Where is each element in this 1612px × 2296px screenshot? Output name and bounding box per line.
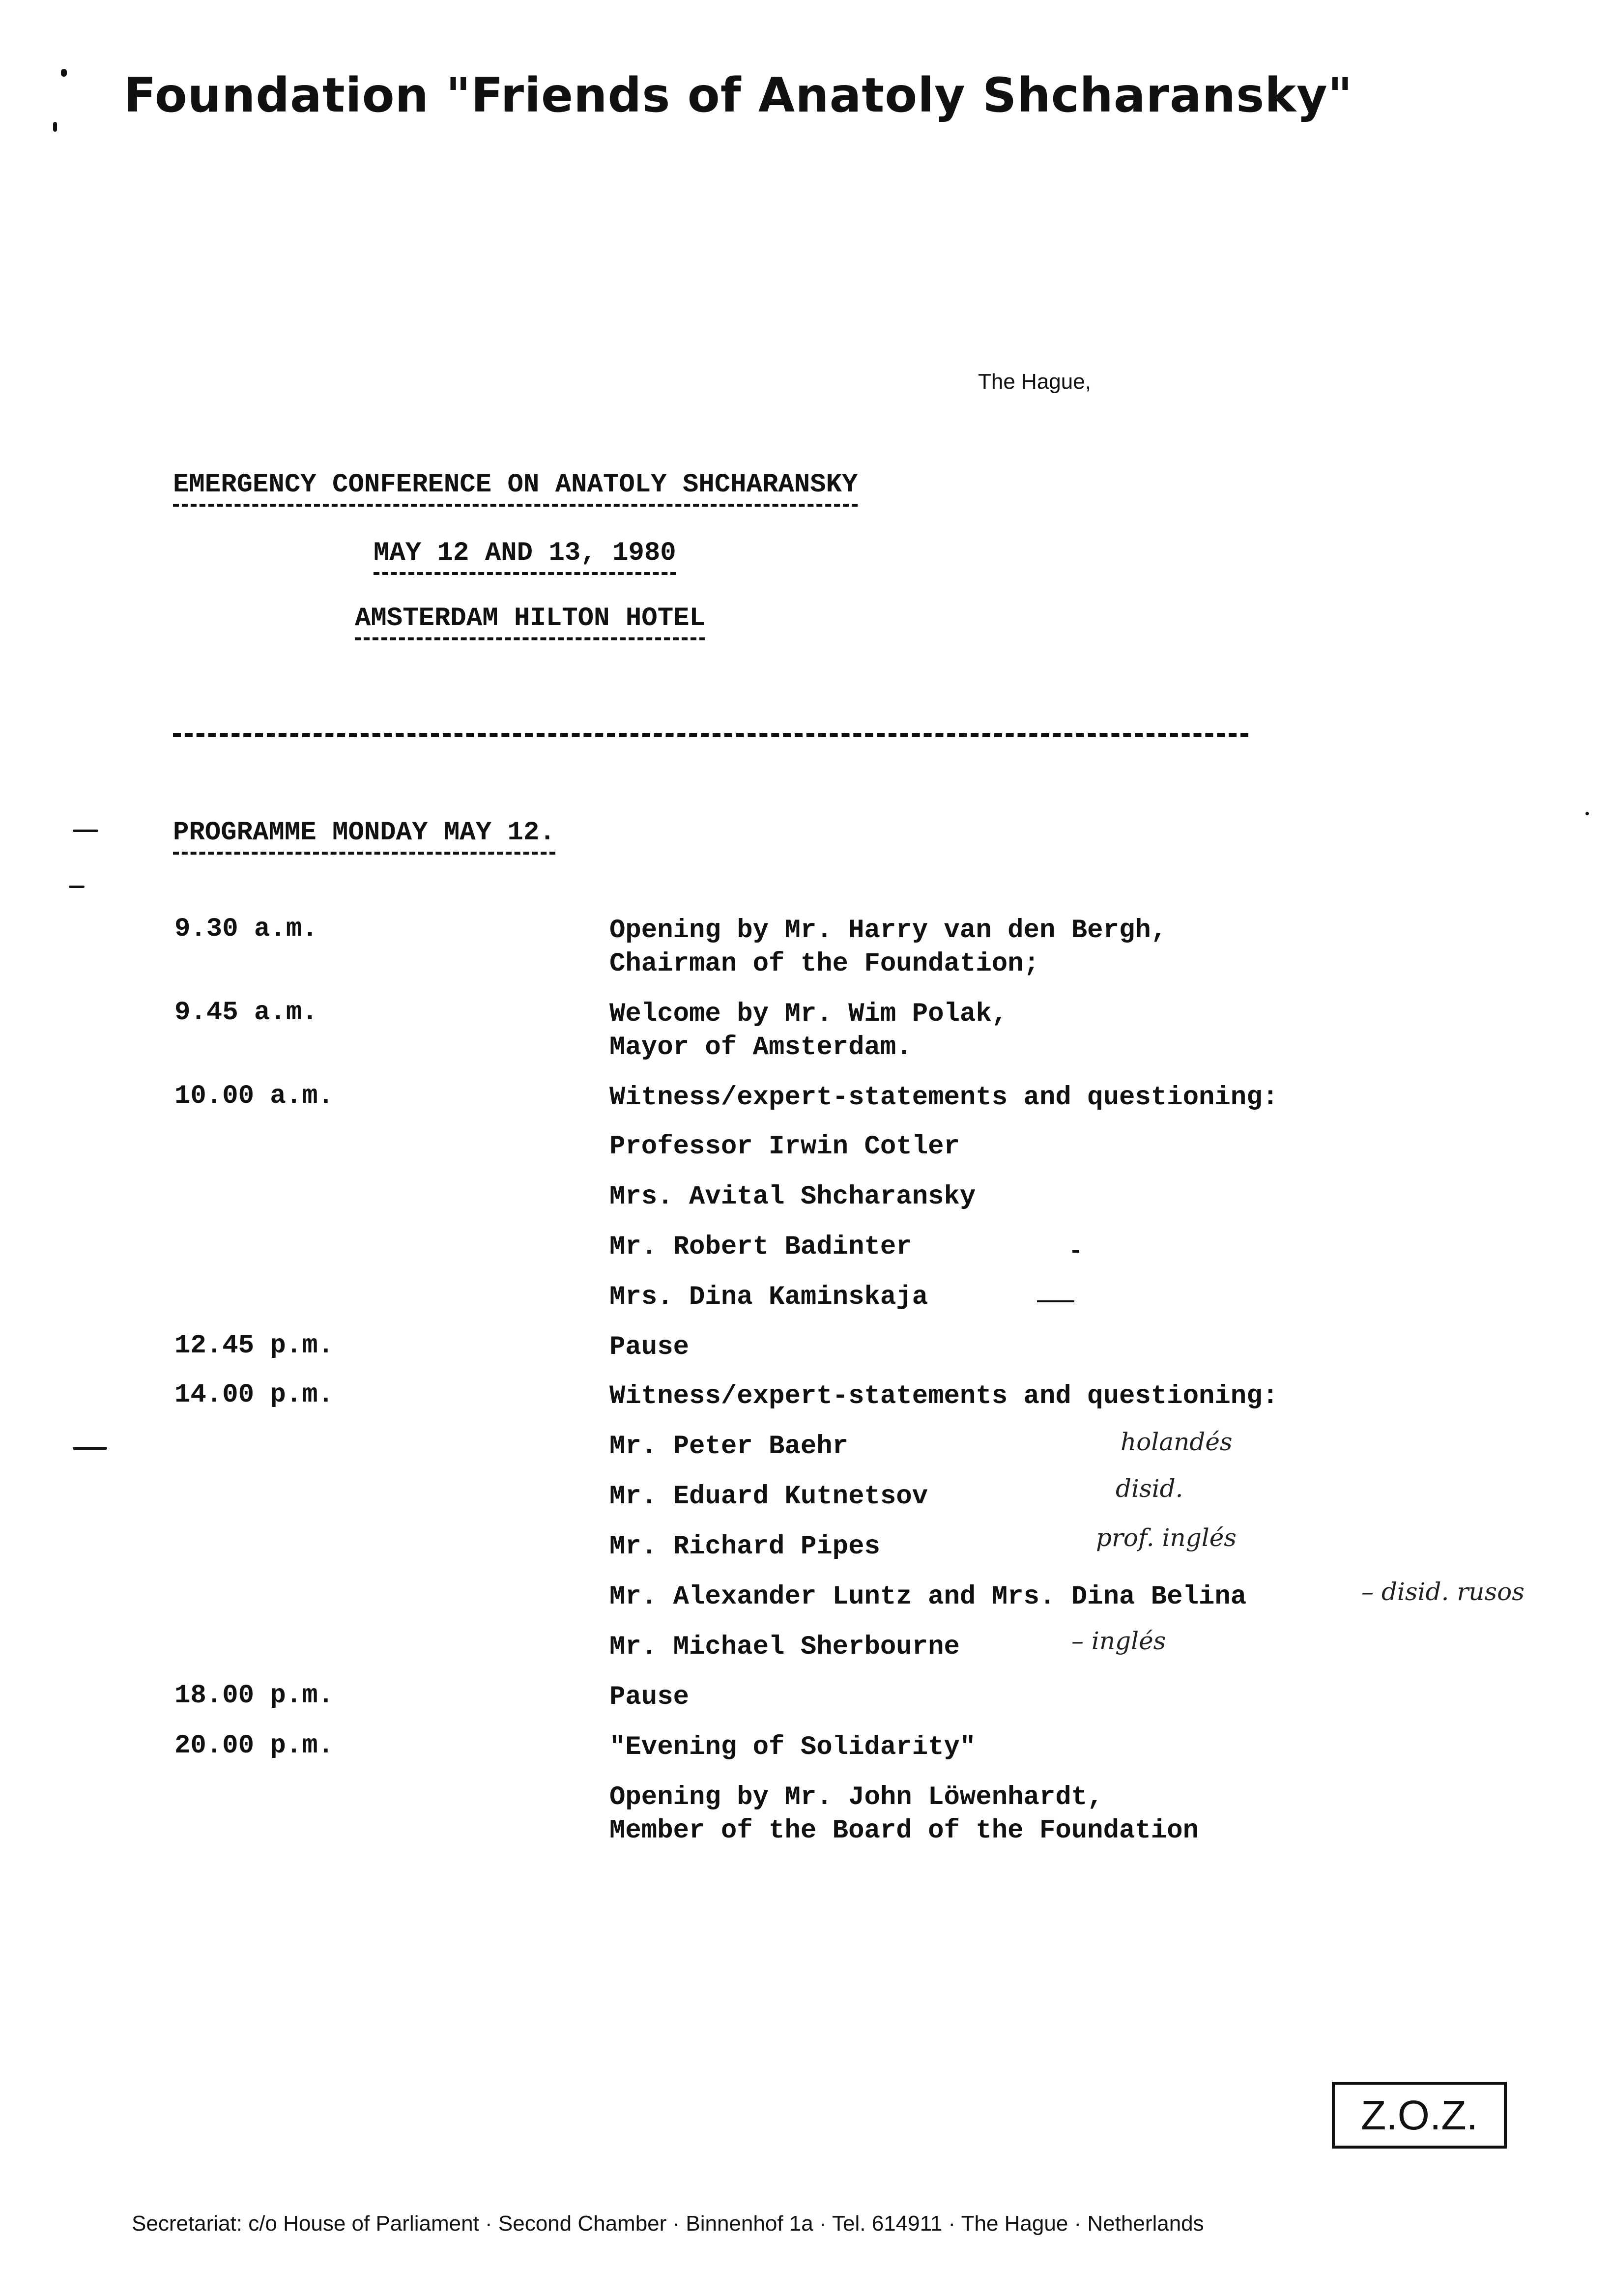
- entry-line: Opening by Mr. John Löwenhardt,: [609, 1782, 1103, 1812]
- handwritten-note: holandés: [1121, 1428, 1233, 1456]
- conference-dates: MAY 12 AND 13, 1980: [374, 538, 676, 575]
- witness-name: Mr. Alexander Luntz and Mrs. Dina Belina: [609, 1582, 1247, 1612]
- place-line: The Hague,: [978, 370, 1091, 394]
- zoz-stamp: Z.O.Z.: [1332, 2082, 1507, 2149]
- pen-dash-mark: [1037, 1300, 1074, 1302]
- margin-mark: [53, 122, 57, 132]
- witness-name: Professor Irwin Cotler: [609, 1132, 960, 1162]
- schedule-time: 20.00 p.m.: [174, 1731, 334, 1761]
- letterhead-title: Foundation "Friends of Anatoly Shcharansky": [124, 68, 1353, 123]
- schedule-time: 10.00 a.m.: [174, 1081, 334, 1111]
- schedule-entry: [609, 914, 1167, 981]
- dashed-divider: [173, 733, 1248, 737]
- schedule-time: 14.00 p.m.: [174, 1380, 334, 1410]
- schedule-entry: Witness/expert-statements and questioning:: [609, 1083, 1279, 1113]
- handwritten-note: disid.: [1116, 1474, 1183, 1503]
- witness-name: Mrs. Avital Shcharansky: [609, 1182, 976, 1212]
- schedule-time: 9.45 a.m.: [174, 998, 318, 1028]
- handwritten-note: prof. inglés: [1096, 1523, 1237, 1552]
- handwritten-note: – inglés: [1071, 1627, 1166, 1655]
- schedule-entry: [609, 998, 1008, 1064]
- entry-line: Mayor of Amsterdam.: [609, 1033, 912, 1062]
- entry-line: Chairman of the Foundation;: [609, 949, 1039, 979]
- schedule-entry: Pause: [609, 1332, 690, 1362]
- margin-mark: [1585, 812, 1589, 815]
- schedule-time: 9.30 a.m.: [174, 914, 318, 944]
- witness-name: Mrs. Dina Kaminskaja: [609, 1282, 928, 1312]
- margin-mark: [73, 830, 98, 832]
- witness-name: Mr. Robert Badinter: [609, 1232, 912, 1262]
- margin-mark: [73, 1447, 107, 1450]
- conference-venue: AMSTERDAM HILTON HOTEL: [355, 603, 705, 640]
- secretariat-footer: Secretariat: c/o House of Parliament · Second Chamber · Binnenhof 1a · Tel. 614911 · The Hague · Netherlands: [132, 2211, 1204, 2236]
- margin-mark: [61, 69, 67, 77]
- witness-name: Mr. Richard Pipes: [609, 1532, 880, 1562]
- witness-name: Mr. Michael Sherbourne: [609, 1632, 960, 1662]
- entry-line: Welcome by Mr. Wim Polak,: [609, 999, 1008, 1029]
- entry-line: Opening by Mr. Harry van den Bergh,: [609, 916, 1167, 946]
- schedule-time: 12.45 p.m.: [174, 1331, 334, 1361]
- schedule-entry: Pause: [609, 1682, 690, 1712]
- entry-line: Member of the Board of the Foundation: [609, 1816, 1199, 1846]
- schedule-time: 18.00 p.m.: [174, 1681, 334, 1711]
- witness-name: Mr. Eduard Kutnetsov: [609, 1482, 928, 1512]
- handwritten-note: – disid. rusos: [1361, 1578, 1525, 1606]
- schedule-entry: "Evening of Solidarity": [609, 1732, 976, 1762]
- conference-title: EMERGENCY CONFERENCE ON ANATOLY SHCHARANSKY: [173, 470, 858, 507]
- schedule-entry: Witness/expert-statements and questioning:: [609, 1381, 1279, 1411]
- margin-mark: [69, 886, 85, 888]
- pen-dash-mark: [1072, 1250, 1079, 1253]
- witness-name: Mr. Peter Baehr: [609, 1432, 849, 1462]
- schedule-entry: [609, 1781, 1199, 1848]
- programme-title: PROGRAMME MONDAY MAY 12.: [173, 818, 555, 855]
